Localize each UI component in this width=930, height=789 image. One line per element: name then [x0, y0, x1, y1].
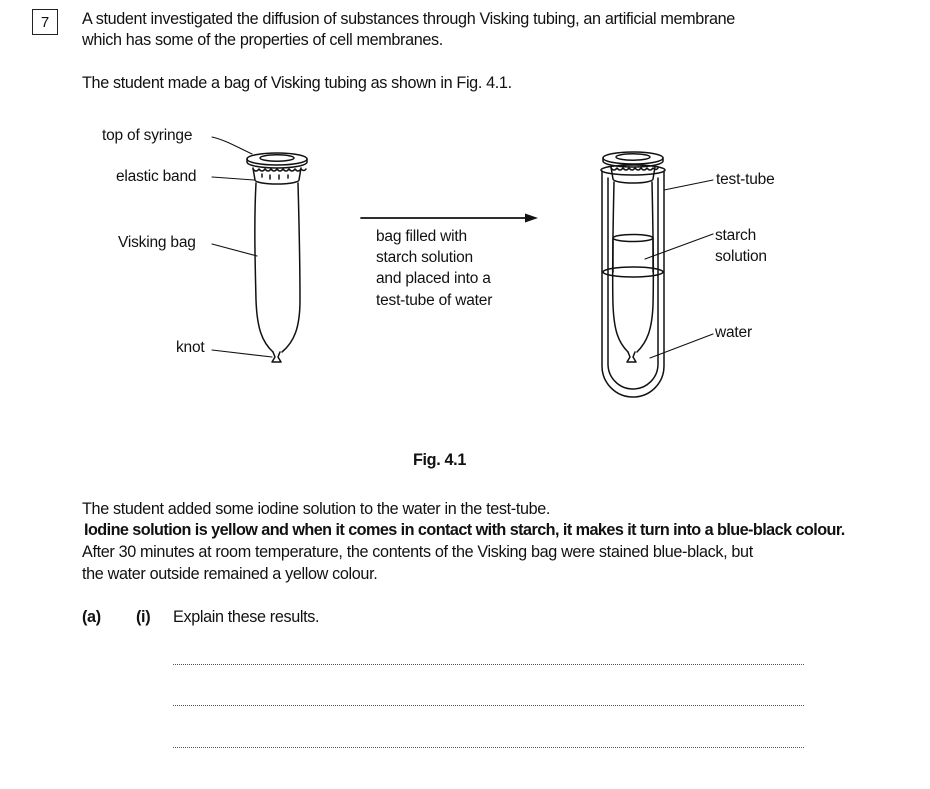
bag-left-wall — [255, 183, 273, 352]
test-tube-outer-wall — [602, 171, 664, 397]
label-knot: knot — [176, 339, 205, 356]
test-tube-drawing — [601, 152, 665, 397]
label-visking-bag: Visking bag — [118, 234, 196, 251]
label-top-of-syringe: top of syringe — [102, 127, 193, 144]
label-starch-line-2: solution — [715, 248, 767, 265]
label-elastic-band: elastic band — [116, 168, 197, 185]
answer-line-2[interactable] — [173, 705, 804, 706]
label-test-tube: test-tube — [716, 171, 775, 188]
arrow-text-line-2: starch solution — [376, 249, 473, 266]
bag-right-wall — [282, 183, 300, 352]
part-label: (a) — [82, 608, 101, 626]
intro-line-2: which has some of the properties of cell membranes. — [82, 31, 443, 49]
body-line-4: the water outside remained a yellow colour. — [82, 565, 378, 583]
arrow-text-line-3: and placed into a — [376, 270, 491, 287]
intro-line-1: A student investigated the diffusion of substances through Visking tubing, an artificial membrane — [82, 10, 735, 28]
arrow-head-icon — [525, 214, 538, 223]
subpart-label: (i) — [136, 608, 151, 626]
question-number: 7 — [40, 13, 50, 31]
figure-caption: Fig. 4.1 — [413, 451, 466, 469]
body-line-2: Iodine solution is yellow and when it comes in contact with starch, it makes it turn into a blue-black colour. — [84, 521, 845, 539]
label-water: water — [715, 324, 752, 341]
knot-shape — [272, 352, 281, 362]
visking-bag-drawing — [247, 153, 307, 362]
answer-line-3[interactable] — [173, 747, 804, 748]
starch-level — [613, 235, 653, 242]
syringe-top-inner — [260, 155, 294, 161]
arrow-text-line-4: test-tube of water — [376, 292, 493, 309]
label-starch-line-1: starch — [715, 227, 757, 244]
body-line-3: After 30 minutes at room temperature, the contents of the Visking bag were stained blue-black, but — [82, 543, 753, 561]
body-line-1: The student added some iodine solution to the water in the test-tube. — [82, 500, 551, 518]
arrow-text-line-1: bag filled with — [376, 228, 467, 245]
setup-text: The student made a bag of Visking tubing as shown in Fig. 4.1. — [82, 74, 512, 92]
question-prompt: Explain these results. — [173, 608, 320, 626]
answer-line-1[interactable] — [173, 664, 804, 665]
